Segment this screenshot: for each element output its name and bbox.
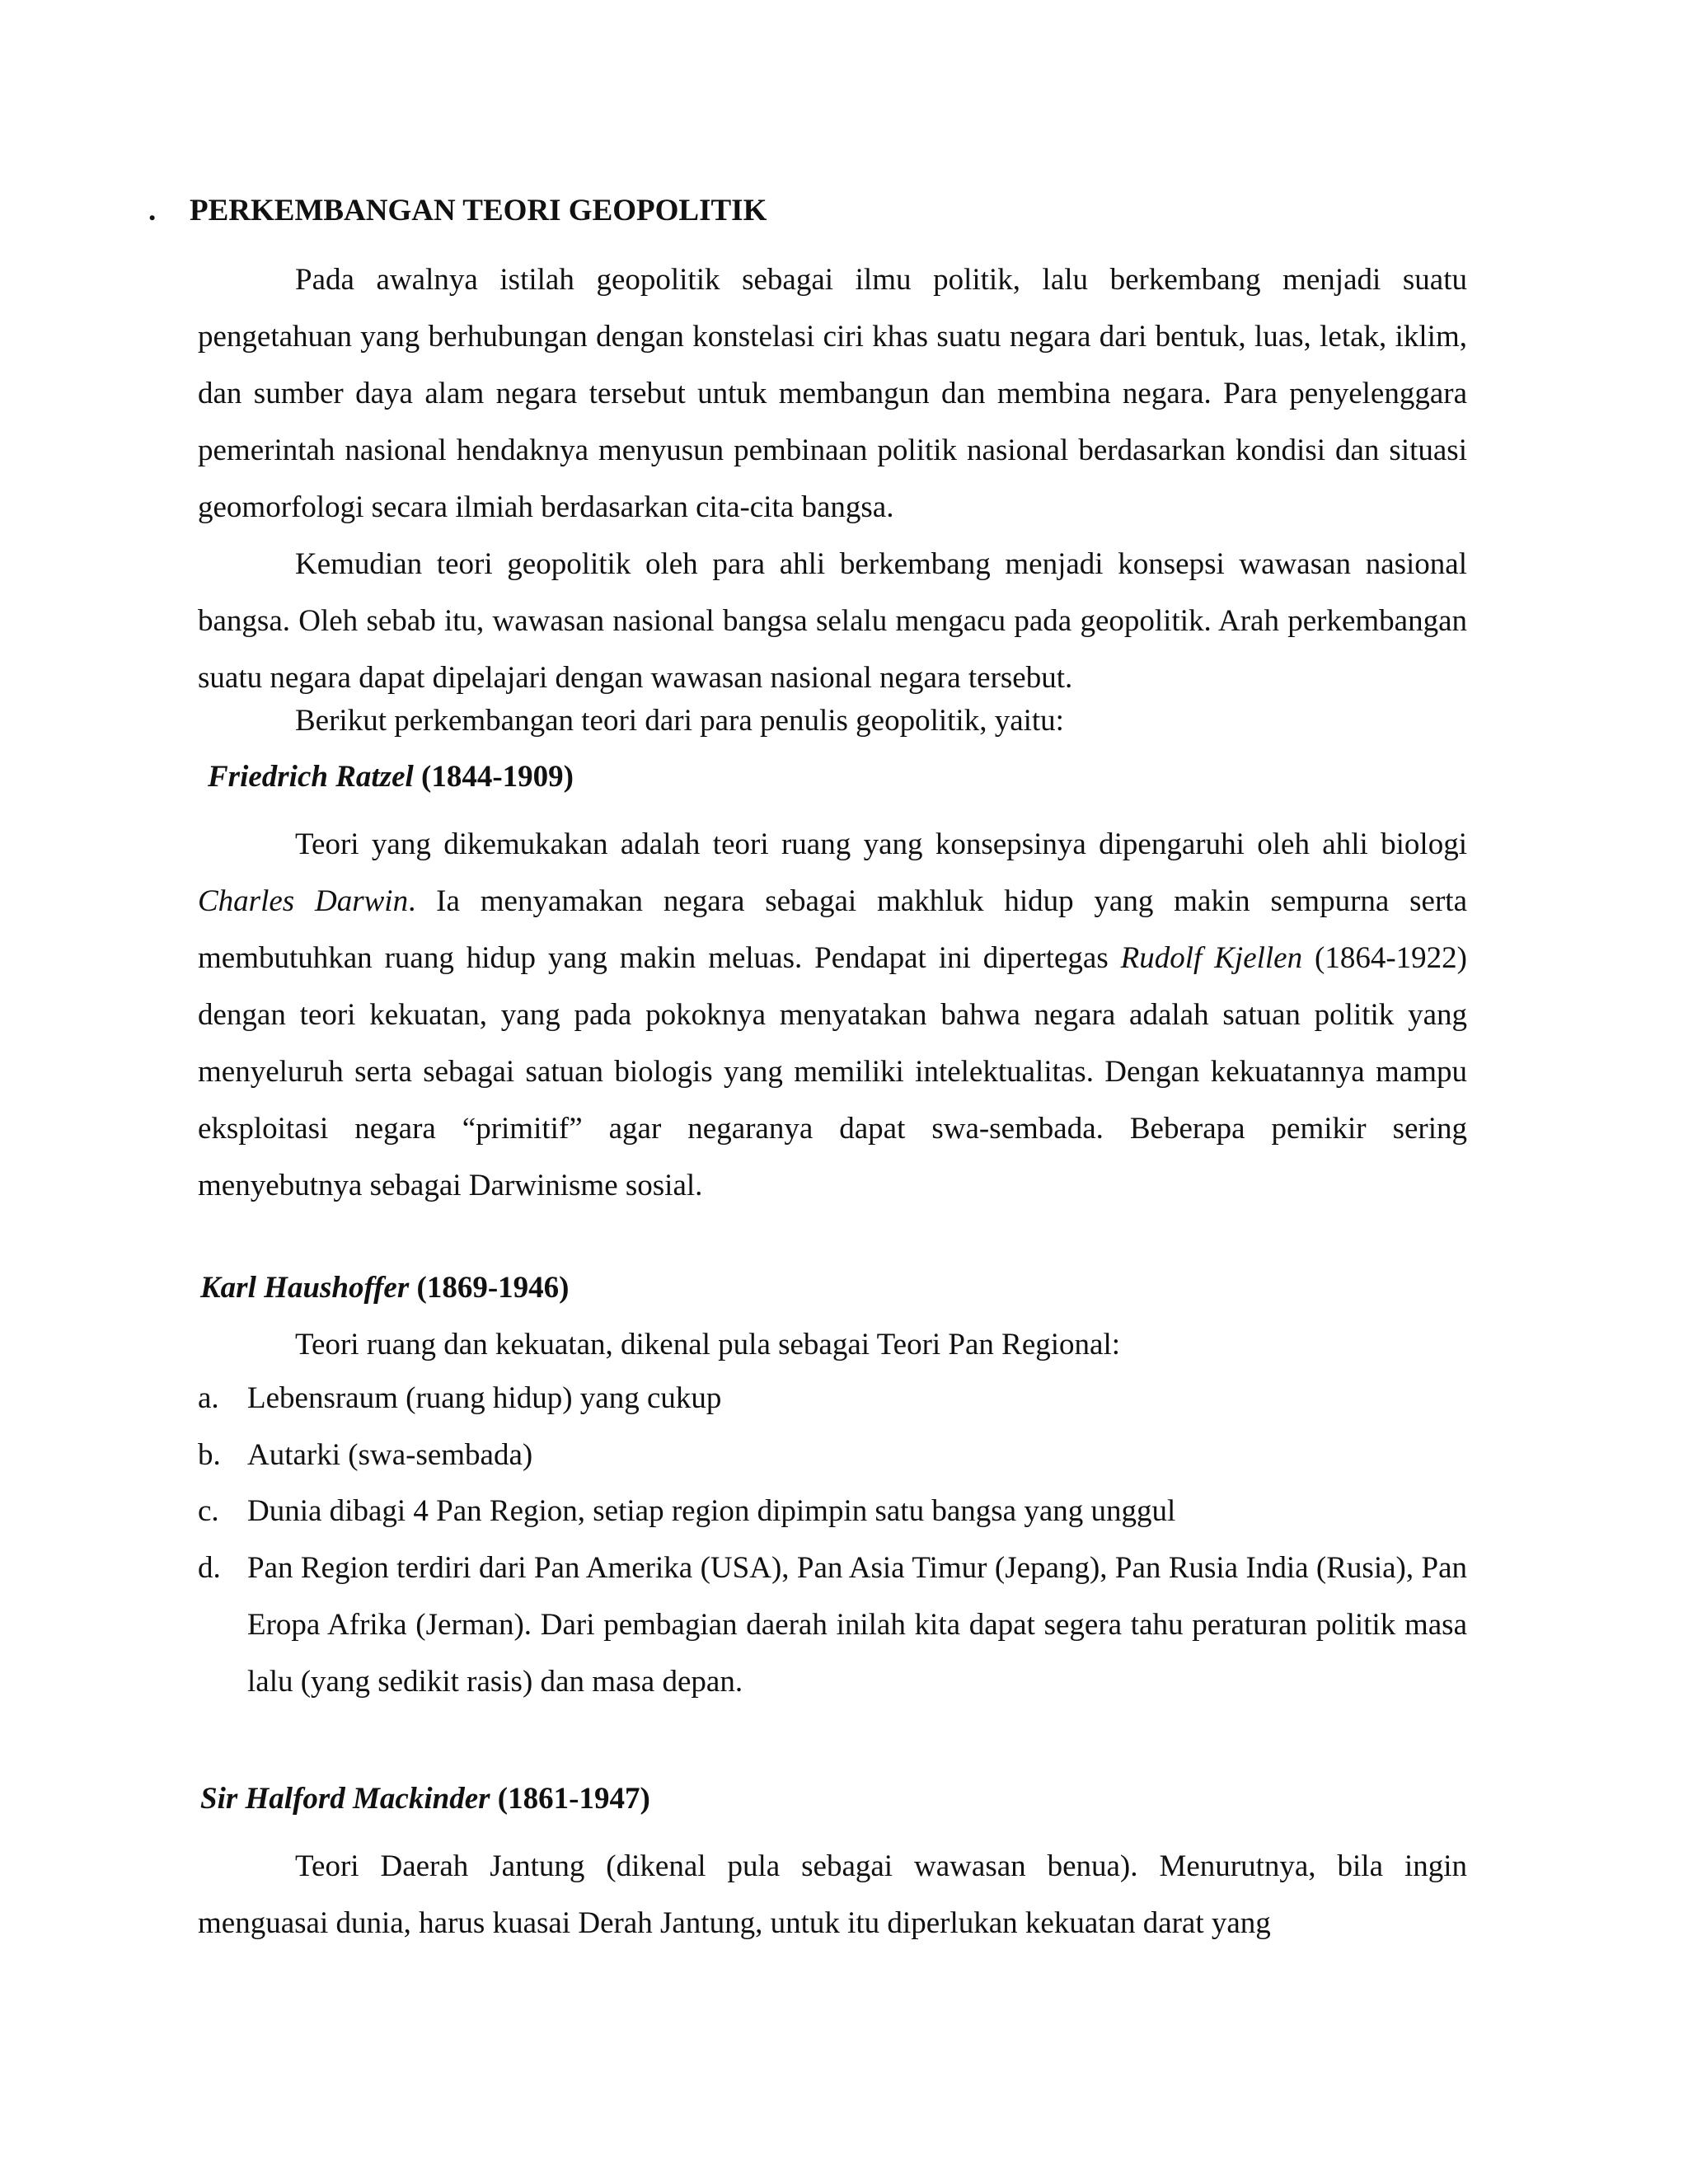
haushoffer-heading: [200, 1270, 569, 1305]
darwin-name: Charles Darwin: [198, 884, 409, 918]
ratzel-text-3: (1864-1922) dengan teori kekuatan, yang pada pokoknya menyatakan bahwa negara adalah satuan politik yang menyeluruh serta sebagai satuan biologis yang memiliki intelektualitas. Dengan kekuatannya mampu eksploitasi negara “primitif” agar negaranya dapat swa-sembada. Beberapa pemikir sering menyebutnya sebagai Darwinisme sosial.: [198, 941, 1467, 1202]
heading-marker: .: [148, 194, 157, 227]
haushoffer-years: (1869-1946): [416, 1271, 570, 1305]
list-item: [198, 1370, 1467, 1427]
mackinder-years: (1861-1947): [497, 1782, 650, 1816]
intro-paragraph-2: Kemudian teori geopolitik oleh para ahli berkembang menjadi konsepsi wawasan nasional bangsa. Oleh sebab itu, wawasan nasional bangsa selalu mengacu pada geopolitik. Arah perkembangan suatu negara dapat dipelajari dengan wawasan nasional negara tersebut.: [198, 547, 1467, 695]
ratzel-heading: [208, 759, 574, 794]
list-text: Dunia dibagi 4 Pan Region, setiap region dipimpin satu bangsa yang unggul: [247, 1494, 1176, 1528]
ratzel-paragraph: [198, 816, 1467, 1214]
ratzel-name: Friedrich Ratzel: [208, 760, 414, 794]
list-marker: c.: [198, 1494, 219, 1528]
intro-paragraph-1: Pada awalnya istilah geopolitik sebagai ilmu politik, lalu berkembang menjadi suatu pengetahuan yang berhubungan dengan konstelasi ciri khas suatu negara dari bentuk, luas, letak, iklim, dan sumber daya alam negara tersebut untuk membangun dan membina negara. Para penyelenggara pemerintah nasional hendaknya menyusun pembinaan politik nasional berdasarkan kondisi dan situasi geomorfologi secara ilmiah berdasarkan cita-cita bangsa.: [198, 263, 1467, 524]
list-item: [198, 1483, 1467, 1540]
ratzel-text-2: . Ia menyamakan negara sebagai makhluk hidup yang makin sempurna serta membutuhkan ruang hidup yang makin meluas. Pendapat ini dipertegas: [198, 884, 1467, 975]
kjellen-name: Rudolf Kjellen: [1120, 941, 1303, 975]
haushoffer-intro: Teori ruang dan kekuatan, dikenal pula sebagai Teori Pan Regional:: [295, 1328, 1121, 1361]
list-item: [198, 1427, 1467, 1483]
intro-paragraph-3: Berikut perkembangan teori dari para penulis geopolitik, yaitu:: [295, 704, 1064, 738]
list-item: [198, 1540, 1467, 1710]
list-text: Pan Region terdiri dari Pan Amerika (USA), Pan Asia Timur (Jepang), Pan Rusia India (Rusia), Pan Eropa Afrika (Jerman). Dari pembagian daerah inilah kita dapat segera tahu peraturan politik masa lalu (yang sedikit rasis) dan masa depan.: [247, 1551, 1467, 1699]
list-marker: b.: [198, 1438, 221, 1472]
mackinder-name: Sir Halford Mackinder: [200, 1782, 490, 1816]
list-text: Autarki (swa-sembada): [247, 1438, 533, 1472]
list-text: Lebensraum (ruang hidup) yang cukup: [247, 1381, 722, 1415]
haushoffer-name: Karl Haushoffer: [200, 1271, 410, 1305]
heading-title: PERKEMBANGAN TEORI GEOPOLITIK: [190, 194, 767, 227]
list-marker: a.: [198, 1381, 219, 1415]
ratzel-years: (1844-1909): [421, 760, 574, 794]
mackinder-paragraph: Teori Daerah Jantung (dikenal pula sebagai wawasan benua). Menurutnya, bila ingin menguasai dunia, harus kuasai Derah Jantung, untuk itu diperlukan kekuatan darat yang: [198, 1849, 1467, 1940]
ratzel-text-1: Teori yang dikemukakan adalah teori ruang yang konsepsinya dipengaruhi oleh ahli biologi: [295, 827, 1467, 861]
section-heading: [148, 193, 767, 228]
mackinder-heading: [200, 1781, 650, 1816]
list-marker: d.: [198, 1551, 221, 1585]
